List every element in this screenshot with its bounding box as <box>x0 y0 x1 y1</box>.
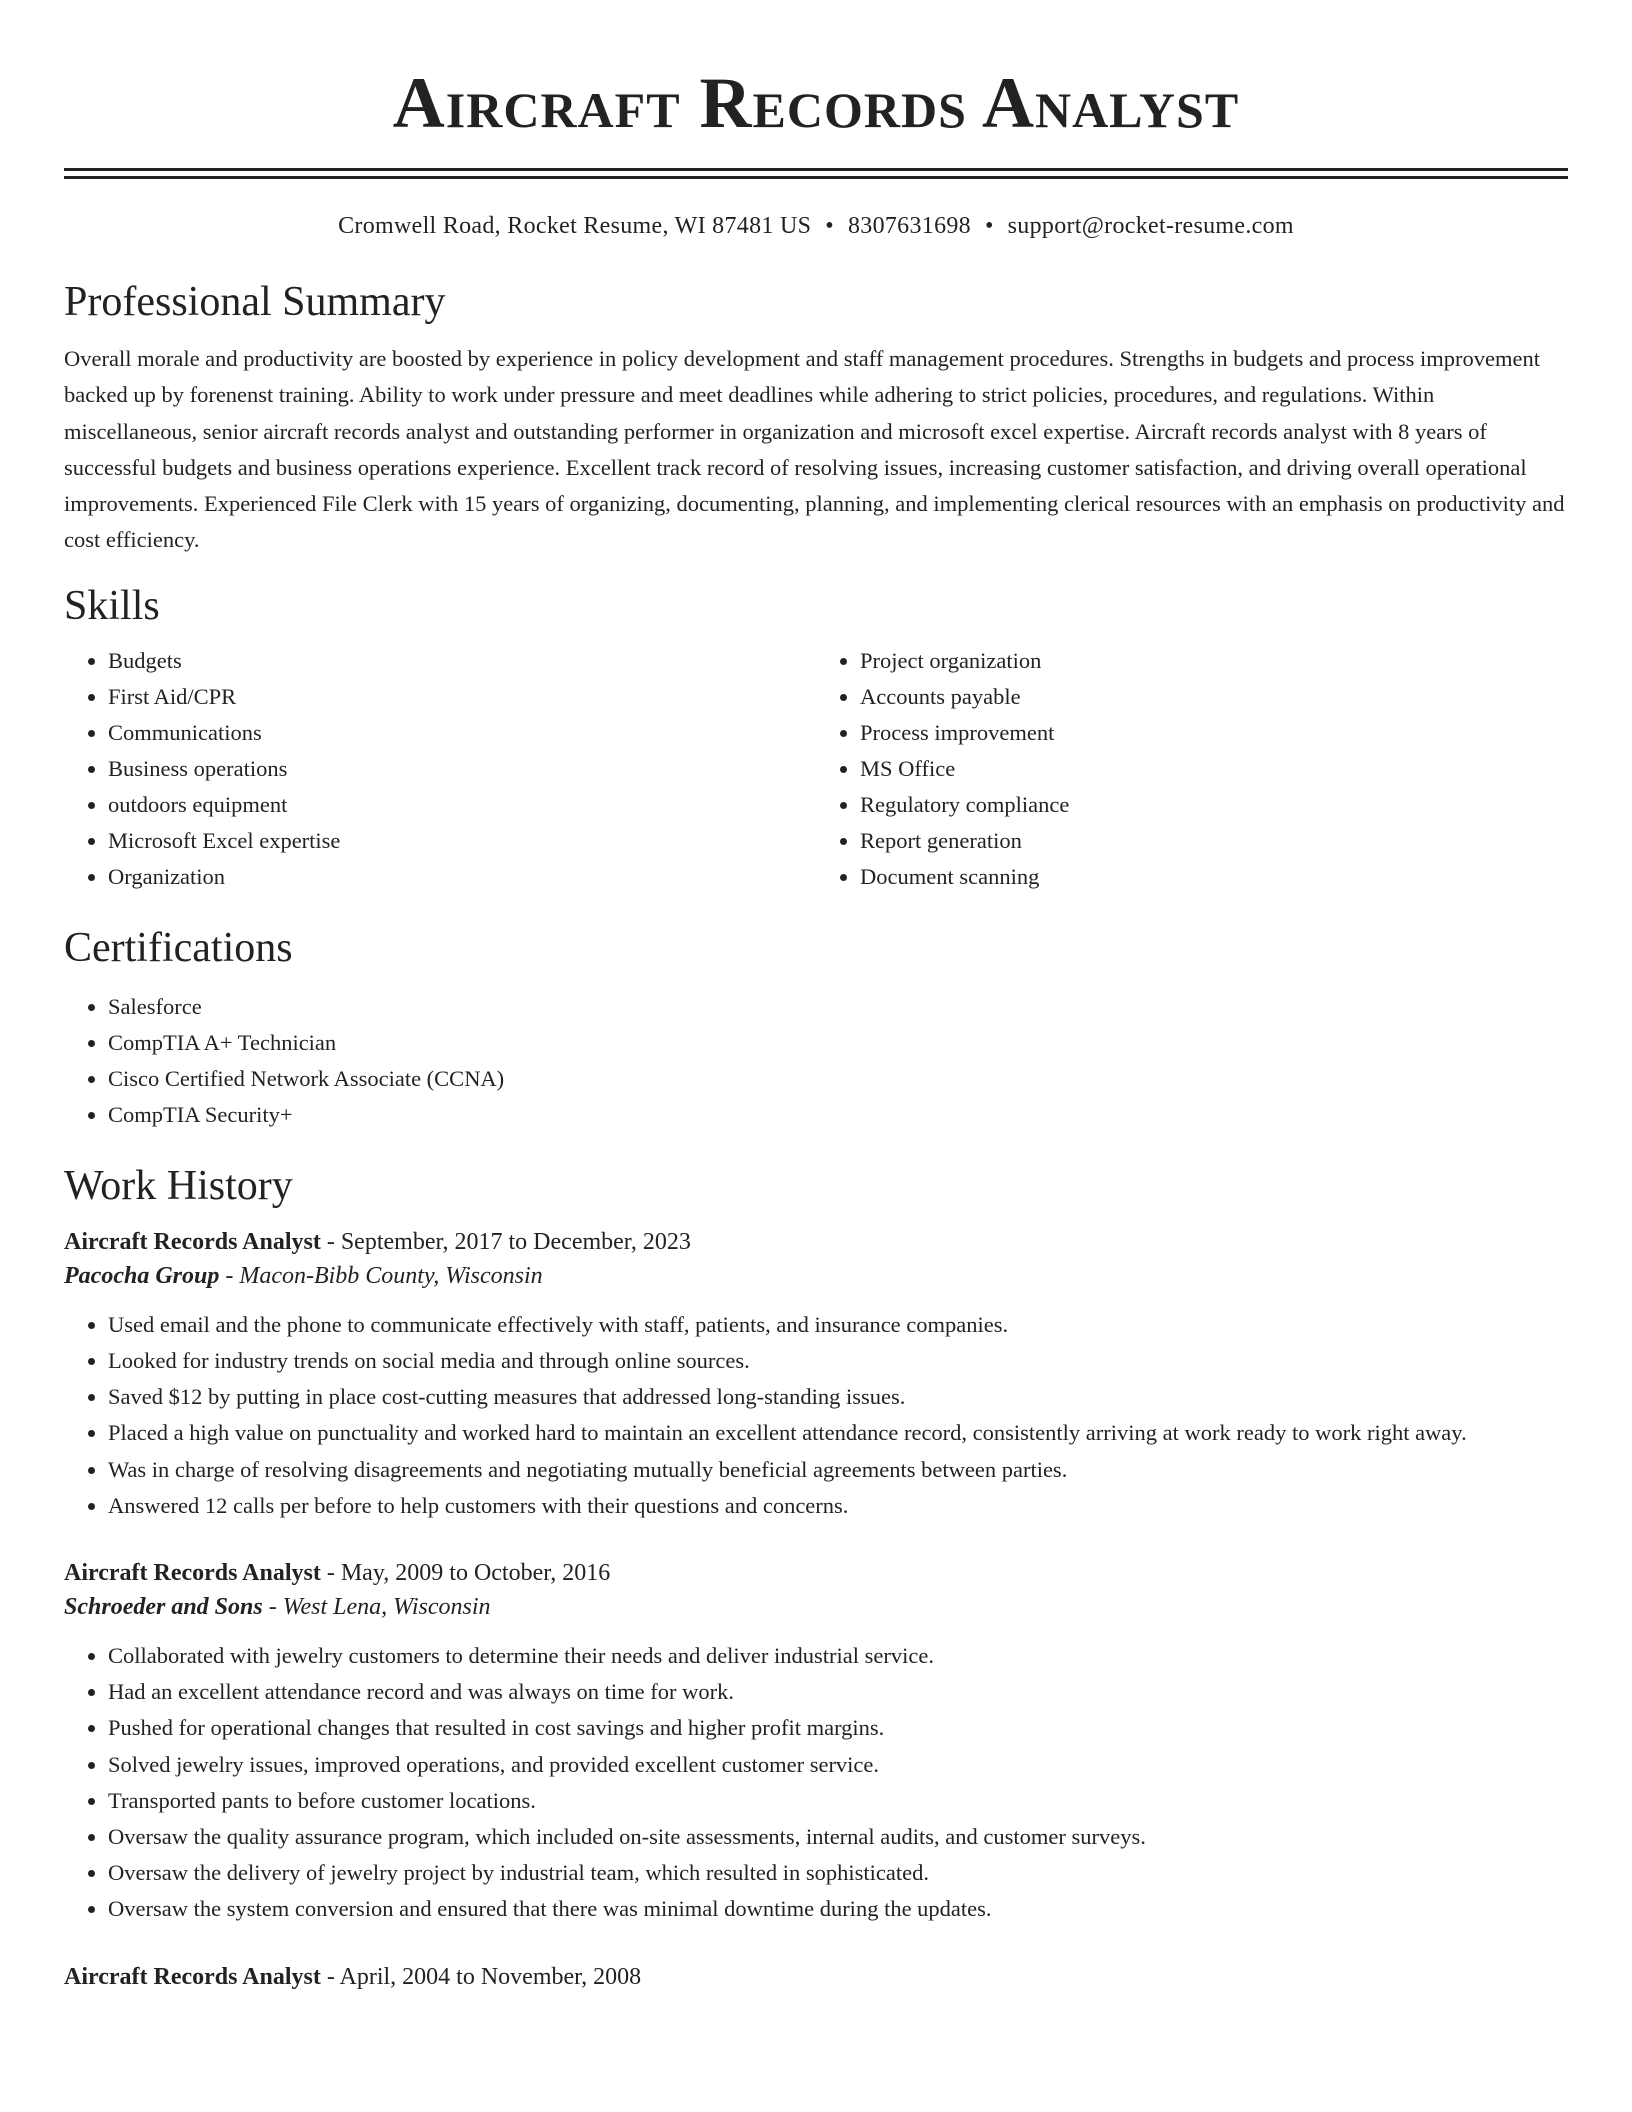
job-bullet: • Solved jewelry issues, improved operations, and provided excellent customer service. <box>108 1747 1568 1783</box>
skill-item: • Budgets <box>108 643 816 679</box>
job-bullet: • Placed a high value on punctuality and worked hard to maintain an excellent attendance record, consistently arriving at work ready to work right away. <box>108 1415 1568 1451</box>
skill-item: • Project organization <box>860 643 1568 679</box>
job-entry <box>64 1556 1568 1928</box>
skill-item: • MS Office <box>860 751 1568 787</box>
certifications-list <box>64 989 1568 1133</box>
job-title-line <box>64 1556 1568 1590</box>
job-title-line <box>64 1960 1568 1994</box>
job-bullet-list <box>64 1638 1568 1928</box>
job-bullet: • Pushed for operational changes that resulted in cost savings and higher profit margins. <box>108 1710 1568 1746</box>
title-double-rule <box>64 168 1568 179</box>
job-bullet: • Looked for industry trends on social media and through online sources. <box>108 1343 1568 1379</box>
job-role: Aircraft Records Analyst <box>64 1560 321 1586</box>
job-bullet-list <box>64 1307 1568 1524</box>
certification-item: • CompTIA Security+ <box>108 1097 1568 1133</box>
skills-columns <box>64 643 1568 895</box>
skill-item: • Regulatory compliance <box>860 787 1568 823</box>
job-bullet: • Saved $12 by putting in place cost-cutting measures that addressed long-standing issues. <box>108 1379 1568 1415</box>
job-bullet: • Oversaw the delivery of jewelry project by industrial team, which resulted in sophisticated. <box>108 1855 1568 1891</box>
job-dates: - April, 2004 to November, 2008 <box>320 1963 642 1990</box>
skill-item: • Business operations <box>108 751 816 787</box>
summary-text: Overall morale and productivity are boosted by experience in policy development and staff management procedures. Strengths in budgets and process improvement backed up by forenenst training. Ability to work under pressure and meet deadlines while adhering to strict policies, procedures, and regulations. Within miscellaneous, senior aircraft records analyst and outstanding performer in organization and microsoft excel expertise. Aircraft records analyst with 8 years of successful budgets and business operations experience. Excellent track record of resolving issues, increasing customer satisfaction, and driving overall operational improvements. Experienced File Clerk with 15 years of organizing, documenting, planning, and implementing clerical resources with an emphasis on productivity and cost efficiency. <box>64 346 1565 553</box>
certification-item: • Salesforce <box>108 989 1568 1025</box>
section-heading-certifications: Certifications <box>64 924 293 971</box>
skill-item: • outdoors equipment <box>108 787 816 823</box>
section-heading-work-history: Work History <box>64 1162 293 1209</box>
job-entry <box>64 1960 1568 1994</box>
job-company: Schroeder and Sons <box>64 1594 263 1620</box>
job-dates: - May, 2009 to October, 2016 <box>320 1560 611 1586</box>
job-company-line <box>64 1259 1568 1293</box>
skill-item: • Process improvement <box>860 715 1568 751</box>
job-title-line <box>64 1225 1568 1259</box>
job-company-line <box>64 1590 1568 1624</box>
skill-item: • Accounts payable <box>860 679 1568 715</box>
section-heading-skills: Skills <box>64 582 160 629</box>
job-bullet: • Collaborated with jewelry customers to determine their needs and deliver industrial service. <box>108 1638 1568 1674</box>
contact-separator: • <box>825 213 834 239</box>
job-bullet: • Answered 12 calls per before to help customers with their questions and concerns. <box>108 1488 1568 1524</box>
job-bullet: • Was in charge of resolving disagreements and negotiating mutually beneficial agreements between parties. <box>108 1452 1568 1488</box>
job-company: Pacocha Group <box>64 1262 220 1289</box>
job-bullet: • Had an excellent attendance record and was always on time for work. <box>108 1674 1568 1710</box>
skill-item: • Communications <box>108 715 816 751</box>
job-bullet: • Used email and the phone to communicate effectively with staff, patients, and insurance companies. <box>108 1307 1568 1343</box>
certification-item: • Cisco Certified Network Associate (CCNA) <box>108 1061 1568 1097</box>
job-bullet: • Oversaw the quality assurance program, which included on-site assessments, internal audits, and customer surveys. <box>108 1819 1568 1855</box>
skills-list-left <box>64 643 816 895</box>
job-location: - West Lena, Wisconsin <box>262 1594 491 1620</box>
contact-email: support@rocket-resume.com <box>1007 213 1294 239</box>
job-location: - Macon-Bibb County, Wisconsin <box>219 1262 543 1289</box>
skill-item: • Document scanning <box>860 859 1568 895</box>
contact-line <box>64 209 1568 243</box>
skill-item: • Organization <box>108 859 816 895</box>
contact-phone: 8307631698 <box>847 213 971 239</box>
job-role: Aircraft Records Analyst <box>64 1963 321 1990</box>
job-bullet: • Transported pants to before customer locations. <box>108 1783 1568 1819</box>
contact-address: Cromwell Road, Rocket Resume, WI 87481 US <box>338 213 812 239</box>
job-role: Aircraft Records Analyst <box>64 1228 321 1255</box>
skill-item: • Microsoft Excel expertise <box>108 823 816 859</box>
skill-item: • First Aid/CPR <box>108 679 816 715</box>
certification-item: • CompTIA A+ Technician <box>108 1025 1568 1061</box>
skills-list-right <box>816 643 1568 895</box>
skill-item: • Report generation <box>860 823 1568 859</box>
job-entry <box>64 1225 1568 1524</box>
job-bullet: • Oversaw the system conversion and ensured that there was minimal downtime during the updates. <box>108 1891 1568 1927</box>
contact-separator: • <box>984 213 994 239</box>
resume-title: Aircraft Records Analyst <box>392 63 1240 143</box>
section-heading-summary: Professional Summary <box>64 279 446 325</box>
job-dates: - September, 2017 to December, 2023 <box>320 1228 691 1255</box>
